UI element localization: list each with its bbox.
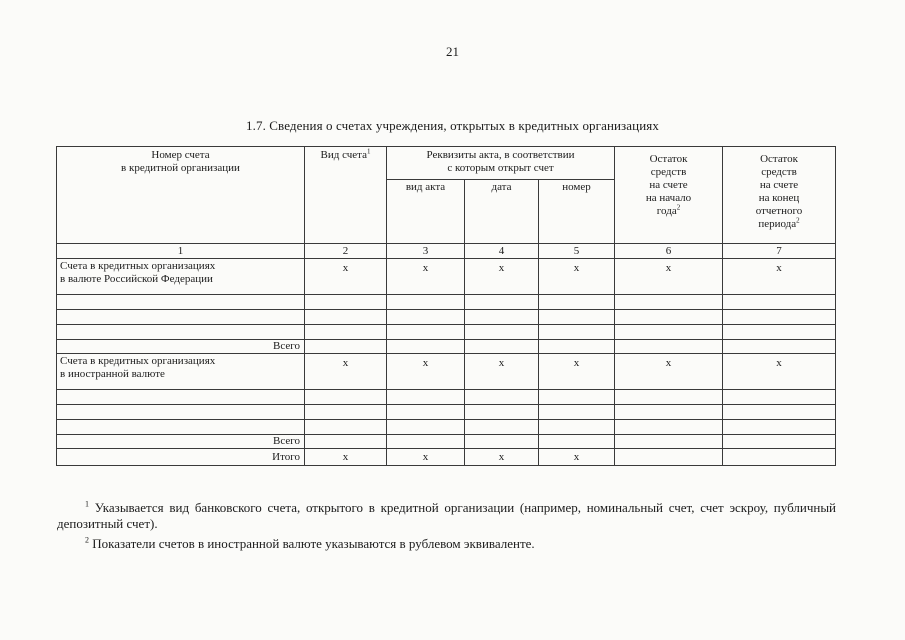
table-row-empty bbox=[57, 390, 836, 405]
table-cell bbox=[57, 310, 305, 325]
column-number: 3 bbox=[387, 244, 465, 259]
header-balance-start-line1: Остаток bbox=[649, 153, 688, 165]
header-act-details bbox=[387, 147, 615, 180]
header-act-details-line1: Реквизиты акта, в соответствии bbox=[426, 149, 575, 161]
header-balance-end-line3: на счете bbox=[759, 179, 799, 191]
page-number: 21 bbox=[446, 44, 459, 59]
table-cell bbox=[539, 340, 615, 354]
header-account-number-line2: в кредитной организации bbox=[121, 162, 240, 174]
table-cell bbox=[305, 295, 387, 310]
table-cell bbox=[305, 390, 387, 405]
table-cell-mark: x bbox=[465, 259, 539, 295]
footnote-1-mark: 1 bbox=[85, 499, 89, 509]
footnote-1 bbox=[57, 500, 836, 532]
section-label-rub-line1: Счета в кредитных организациях bbox=[60, 260, 216, 272]
table-cell bbox=[723, 420, 836, 435]
table-cell bbox=[305, 420, 387, 435]
table-cell bbox=[539, 420, 615, 435]
table-cell-mark: x bbox=[465, 354, 539, 390]
header-balance-end-line6 bbox=[726, 218, 832, 231]
header-act-number: номер bbox=[539, 180, 615, 244]
table-cell bbox=[305, 405, 387, 420]
subtotal-label: Всего bbox=[57, 340, 305, 354]
table-cell bbox=[615, 449, 723, 466]
table-cell bbox=[723, 405, 836, 420]
footnotes bbox=[57, 500, 836, 552]
table-cell-mark: x bbox=[465, 449, 539, 466]
table-cell bbox=[465, 405, 539, 420]
table-row-empty bbox=[57, 420, 836, 435]
subtotal-row-foreign bbox=[57, 435, 836, 449]
footnote-ref-2b: 2 bbox=[796, 216, 800, 225]
table-cell bbox=[539, 295, 615, 310]
header-account-type bbox=[305, 147, 387, 244]
header-balance-start-line4: на начало bbox=[645, 192, 692, 204]
section-label-rub-line2: в валюте Российской Федерации bbox=[60, 273, 213, 285]
header-balance-end-line5: отчетного bbox=[755, 205, 803, 217]
table-cell bbox=[615, 295, 723, 310]
table-cell bbox=[615, 340, 723, 354]
header-balance-start bbox=[615, 147, 723, 244]
header-balance-start-word: года bbox=[656, 205, 677, 217]
table-cell bbox=[615, 435, 723, 449]
table-cell bbox=[465, 340, 539, 354]
table-cell bbox=[305, 435, 387, 449]
table-cell bbox=[615, 405, 723, 420]
header-row-top bbox=[57, 147, 836, 180]
section-row-foreign bbox=[57, 354, 836, 390]
table-cell bbox=[465, 325, 539, 340]
header-account-number-line1: Номер счета bbox=[151, 149, 210, 161]
header-balance-start-line5 bbox=[618, 205, 719, 218]
table-cell bbox=[305, 310, 387, 325]
table-cell-mark: x bbox=[305, 449, 387, 466]
table-cell-mark: x bbox=[723, 259, 836, 295]
column-number: 4 bbox=[465, 244, 539, 259]
header-balance-end-line2: средств bbox=[761, 166, 797, 178]
column-number: 6 bbox=[615, 244, 723, 259]
table-cell bbox=[723, 325, 836, 340]
footnote-2-mark: 2 bbox=[85, 535, 89, 545]
table-cell bbox=[387, 310, 465, 325]
table-cell bbox=[465, 435, 539, 449]
grand-total-label: Итого bbox=[57, 449, 305, 466]
table-cell bbox=[723, 310, 836, 325]
table-row-empty bbox=[57, 325, 836, 340]
table-cell bbox=[387, 420, 465, 435]
table-cell-mark: x bbox=[539, 354, 615, 390]
table-cell bbox=[465, 295, 539, 310]
table-cell bbox=[465, 390, 539, 405]
footnote-2 bbox=[57, 536, 836, 552]
table-cell bbox=[723, 435, 836, 449]
table-cell bbox=[723, 449, 836, 466]
table-cell bbox=[539, 390, 615, 405]
table-cell bbox=[539, 435, 615, 449]
table-cell bbox=[387, 405, 465, 420]
table-cell bbox=[723, 340, 836, 354]
column-number-row bbox=[57, 244, 836, 259]
table-cell bbox=[387, 390, 465, 405]
accounts-table bbox=[56, 146, 836, 466]
section-label-foreign-line1: Счета в кредитных организациях bbox=[60, 355, 216, 367]
header-act-type: вид акта bbox=[387, 180, 465, 244]
table-cell-mark: x bbox=[387, 354, 465, 390]
footnote-ref-2a: 2 bbox=[676, 203, 681, 212]
subtotal-label: Всего bbox=[57, 435, 305, 449]
table-cell bbox=[387, 295, 465, 310]
section-title: 1.7. Сведения о счетах учреждения, открытых в кредитных организациях bbox=[246, 118, 659, 133]
footnote-ref-1: 1 bbox=[366, 147, 371, 156]
section-label-foreign bbox=[57, 354, 305, 390]
table-cell bbox=[539, 310, 615, 325]
table-row-empty bbox=[57, 405, 836, 420]
table-cell-mark: x bbox=[539, 449, 615, 466]
table-cell-mark: x bbox=[615, 259, 723, 295]
table-cell bbox=[615, 420, 723, 435]
subtotal-row-rub bbox=[57, 340, 836, 354]
column-number: 2 bbox=[305, 244, 387, 259]
table-cell bbox=[387, 435, 465, 449]
table-cell bbox=[57, 420, 305, 435]
table-cell bbox=[615, 390, 723, 405]
table-cell bbox=[539, 405, 615, 420]
header-account-type-label: Вид счета bbox=[320, 149, 367, 161]
header-act-date: дата bbox=[465, 180, 539, 244]
table-cell bbox=[539, 325, 615, 340]
header-act-details-line2: с которым открыт счет bbox=[447, 162, 554, 174]
grand-total-row bbox=[57, 449, 836, 466]
table-cell bbox=[615, 325, 723, 340]
table-cell-mark: x bbox=[539, 259, 615, 295]
table-cell bbox=[305, 340, 387, 354]
footnote-1-text: Указывается вид банковского счета, открытого в кредитной организации (например, номинальный счет, счет эскроу, публичный депозитный счет). bbox=[57, 500, 837, 531]
table-cell bbox=[723, 390, 836, 405]
table-cell bbox=[465, 420, 539, 435]
table-cell bbox=[387, 325, 465, 340]
header-account-number bbox=[57, 147, 305, 244]
table-cell-mark: x bbox=[305, 259, 387, 295]
table-cell-mark: x bbox=[723, 354, 836, 390]
header-balance-end-line1: Остаток bbox=[760, 153, 798, 165]
table-cell bbox=[615, 310, 723, 325]
table-cell bbox=[387, 340, 465, 354]
header-balance-end-word: периода bbox=[758, 218, 797, 230]
section-label-rub bbox=[57, 259, 305, 295]
table-cell bbox=[723, 295, 836, 310]
header-balance-start-line3: на счете bbox=[649, 179, 688, 191]
table-row-empty bbox=[57, 310, 836, 325]
table-cell-mark: x bbox=[387, 259, 465, 295]
table-row-empty bbox=[57, 295, 836, 310]
column-number: 7 bbox=[723, 244, 836, 259]
column-number: 5 bbox=[539, 244, 615, 259]
table-cell bbox=[305, 325, 387, 340]
table-cell bbox=[57, 325, 305, 340]
table-cell bbox=[57, 295, 305, 310]
column-number: 1 bbox=[57, 244, 305, 259]
table-cell-mark: x bbox=[615, 354, 723, 390]
header-balance-end-line4: на конец bbox=[758, 192, 800, 204]
table-cell bbox=[57, 405, 305, 420]
section-label-foreign-line2: в иностранной валюте bbox=[60, 368, 165, 380]
footnote-2-text: Показатели счетов в иностранной валюте указываются в рублевом эквиваленте. bbox=[92, 536, 535, 551]
header-balance-end bbox=[723, 147, 836, 244]
section-row-rub bbox=[57, 259, 836, 295]
table-cell-mark: x bbox=[387, 449, 465, 466]
table-cell-mark: x bbox=[305, 354, 387, 390]
table-cell bbox=[465, 310, 539, 325]
table-cell bbox=[57, 390, 305, 405]
header-balance-start-line2: средств bbox=[650, 166, 687, 178]
